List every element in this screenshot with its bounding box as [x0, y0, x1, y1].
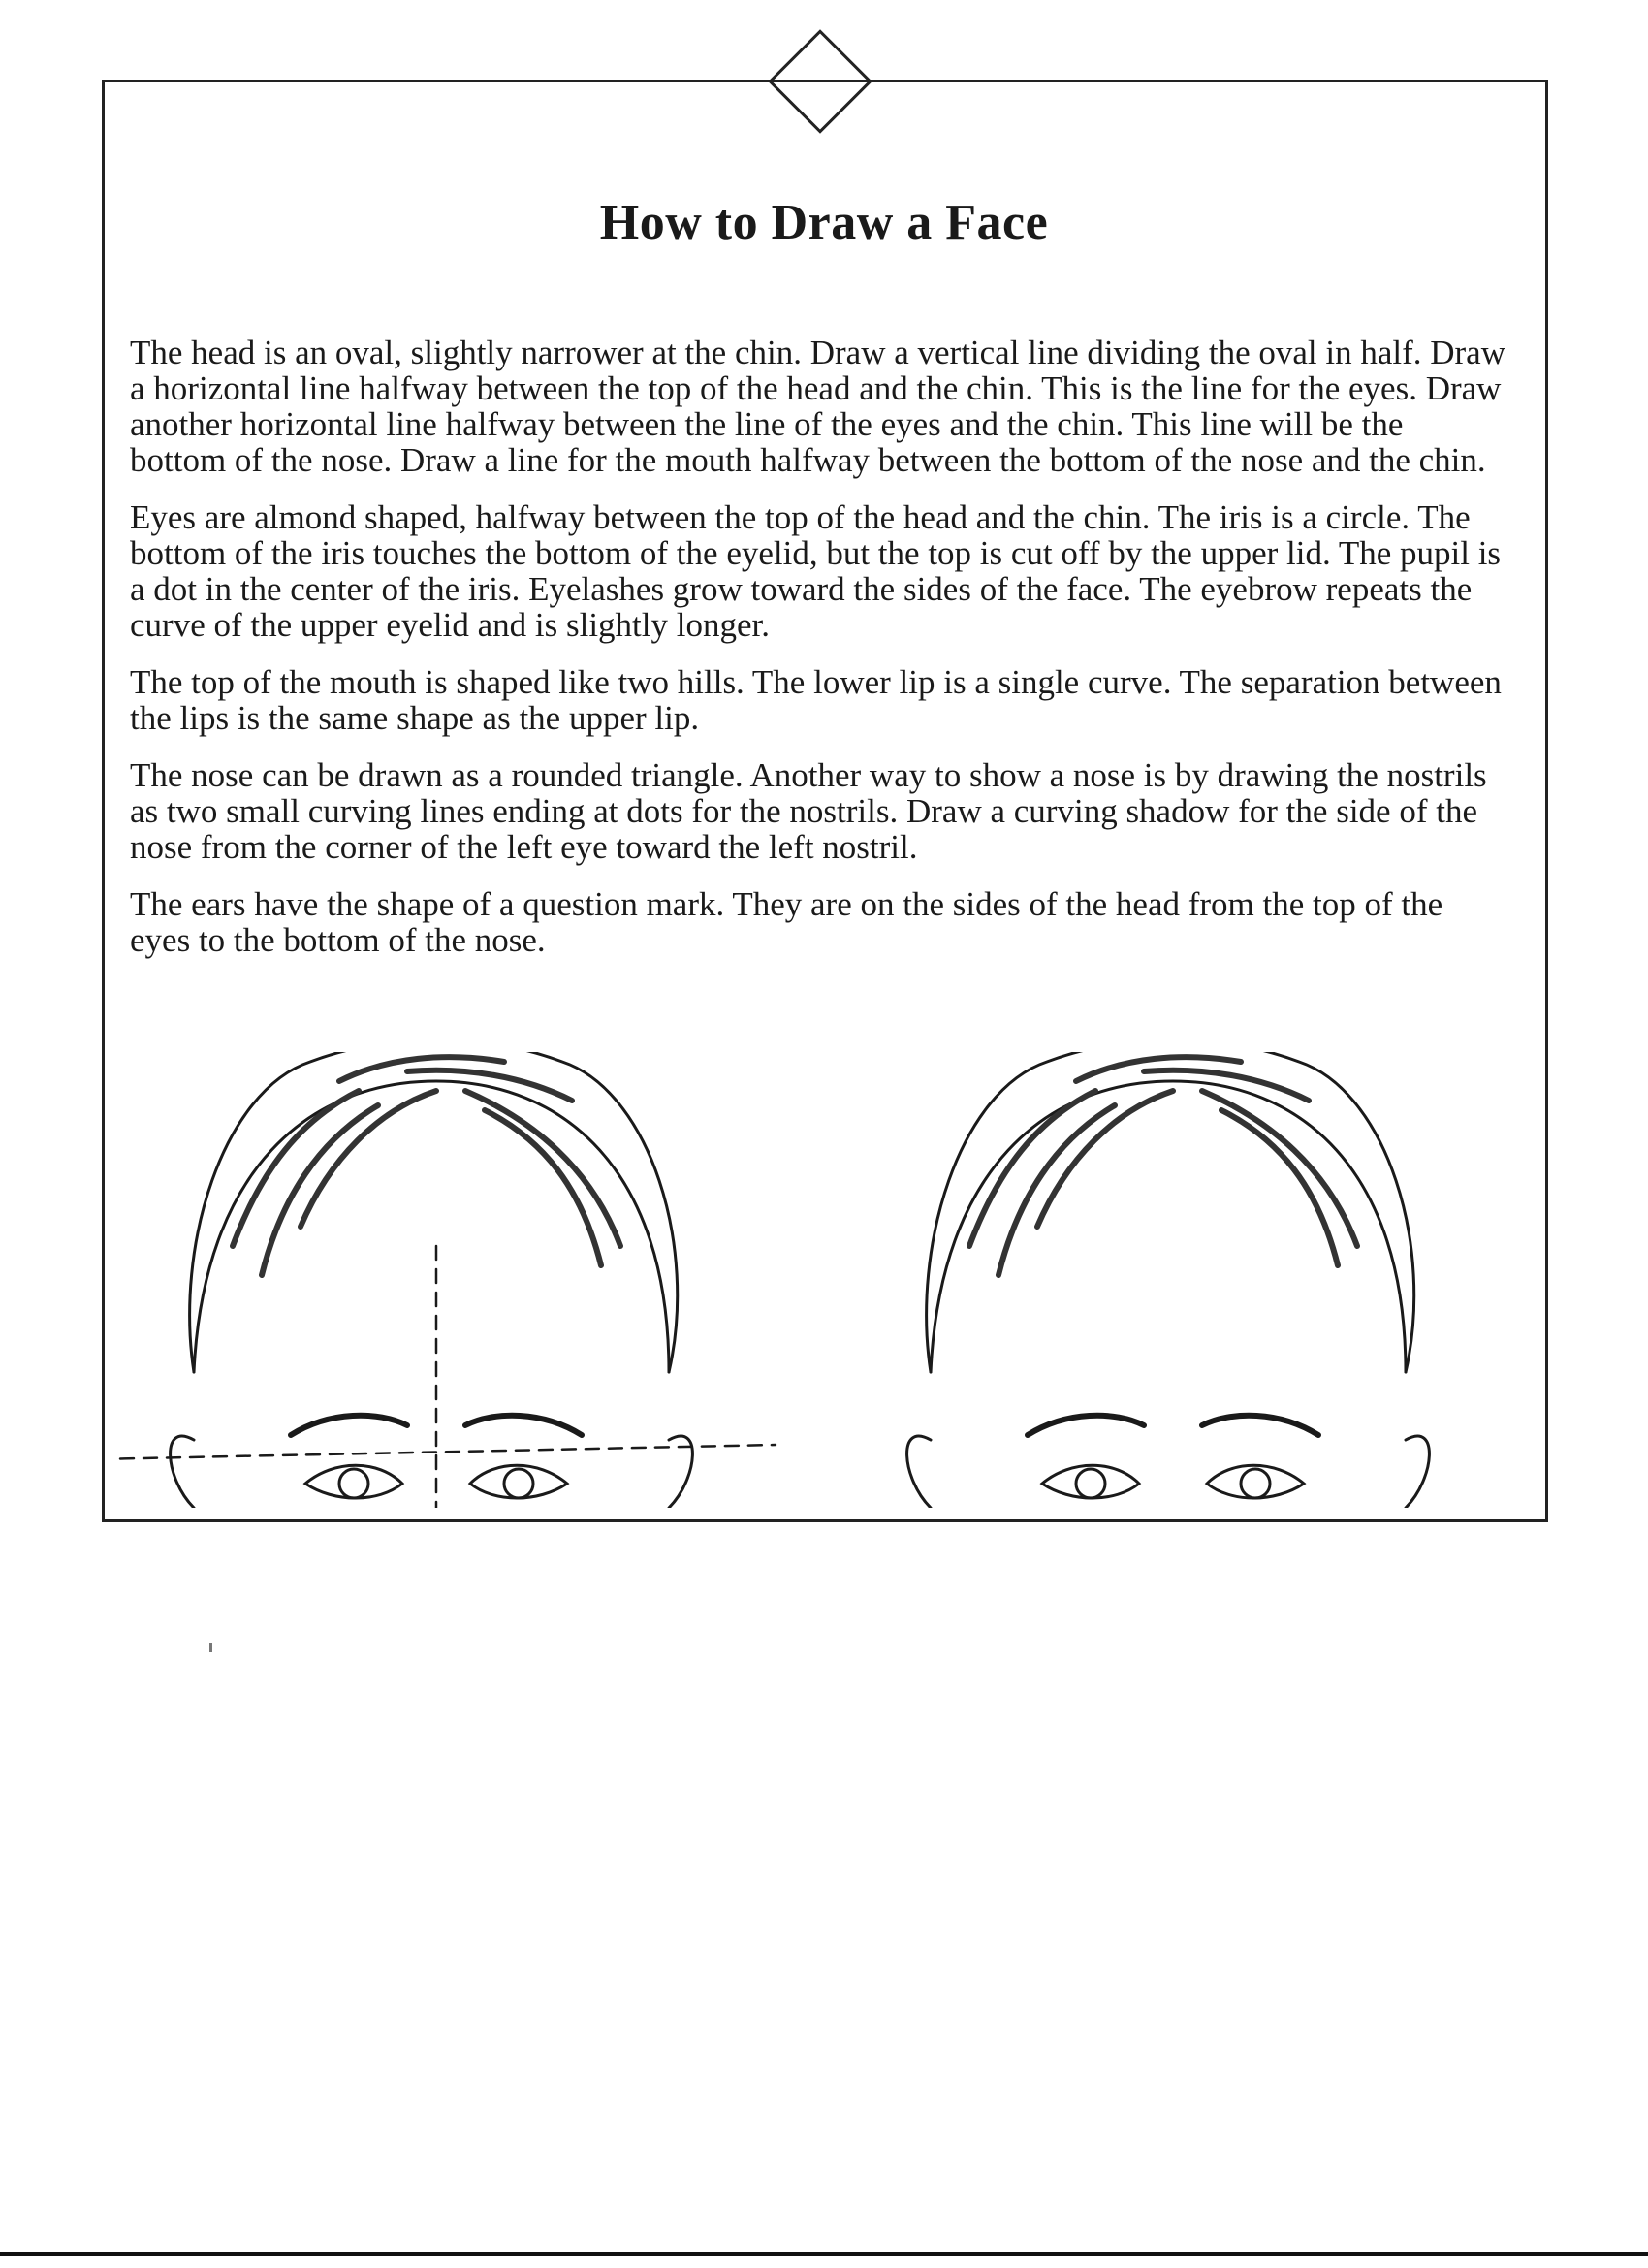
ear-left-a	[171, 1436, 194, 1508]
face-with-guidelines-drawing	[116, 1052, 776, 1508]
head-outline-right	[931, 1081, 1406, 1372]
face-illustrations	[116, 1052, 1532, 1508]
eye-line-left	[116, 1445, 776, 1459]
paragraph-head-proportions: The head is an oval, slightly narrower at the chin. Draw a vertical line dividing the oval in half. Draw a horizontal line halfway between the top of the head and the chin. This is the line for the eyes. Draw another horizontal line halfway between the line of the eyes and the chin. This line will be the bottom of the nose. Draw a line for the mouth halfway between the bottom of the nose and the chin.	[130, 334, 1505, 479]
finished-face-drawing	[907, 1052, 1430, 1508]
instructions	[130, 335, 1506, 979]
bottom-scan-edge	[0, 2252, 1648, 2256]
paragraph-mouth: The top of the mouth is shaped like two hills. The lower lip is a single curve. The separation between the lips is the same shape as the upper lip.	[130, 663, 1502, 737]
paragraph-ears: The ears have the shape of a question mark. They are on the sides of the head from the top of the eyes to the bottom of the nose.	[130, 885, 1443, 959]
scan-speck	[209, 1643, 212, 1652]
head-outline-left	[194, 1081, 669, 1372]
paragraph-nose: The nose can be drawn as a rounded triangle. Another way to show a nose is by drawing the nostrils as two small curving lines ending at dots for the nostrils. Draw a curving shadow for the side of the nose from the corner of the left eye toward the left nostril.	[130, 756, 1487, 866]
page-title: How to Draw a Face	[599, 195, 1049, 250]
paragraph-eyes: Eyes are almond shaped, halfway between the top of the head and the chin. The iris is a circle. The bottom of the iris touches the bottom of the eyelid, but the top is cut off by the upper lid. The pupil is a dot in the center of the iris. Eyelashes grow toward the sides of the face. The eyebrow repeats the curve of the upper eyelid and is slightly longer.	[130, 498, 1502, 644]
